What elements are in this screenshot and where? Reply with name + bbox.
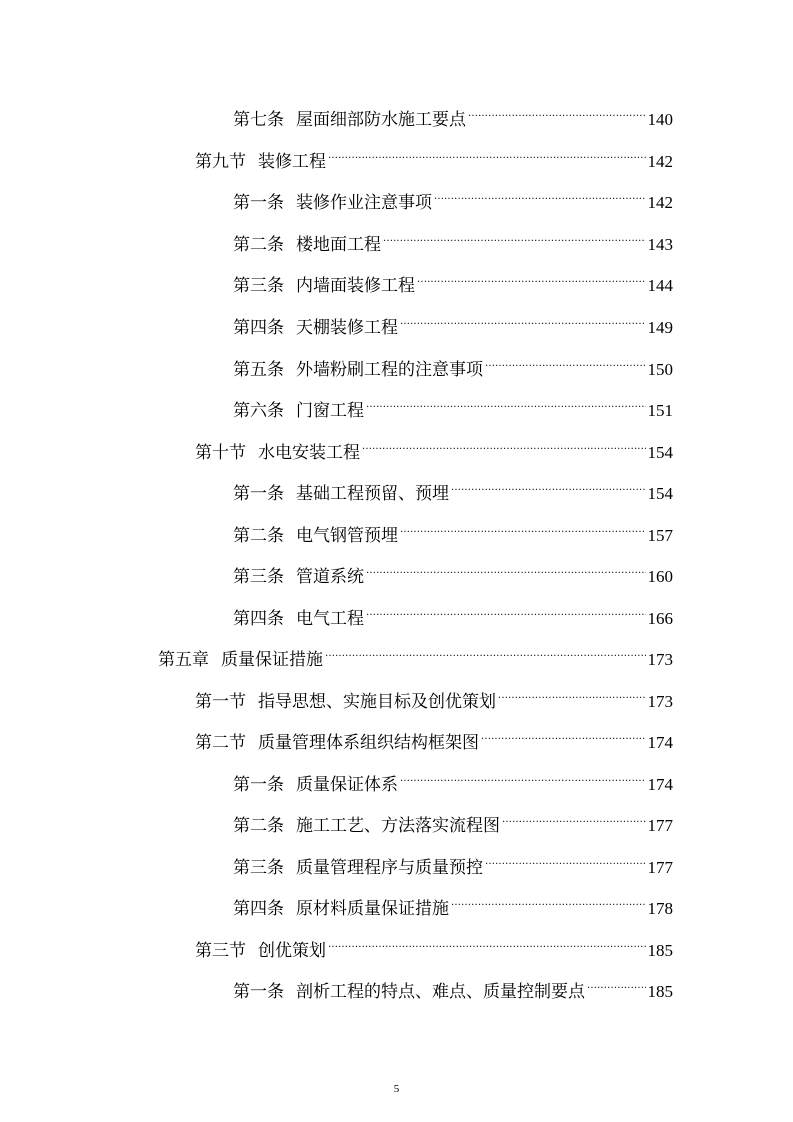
toc-entry-title: 楼地面工程 xyxy=(296,235,381,255)
toc-leader-dots xyxy=(451,884,646,914)
toc-leader-dots xyxy=(366,386,646,416)
toc-entry-number: 第九节 xyxy=(195,152,246,172)
toc-entry-title: 内墙面装修工程 xyxy=(296,276,415,296)
toc-entry-page: 143 xyxy=(647,235,673,254)
toc-leader-dots xyxy=(366,594,646,624)
toc-entry-title: 质量管理体系组织结构框架图 xyxy=(258,733,479,753)
toc-entry-number: 第四条 xyxy=(233,609,284,629)
toc-leader-dots xyxy=(485,345,646,375)
toc-entry-number: 第一条 xyxy=(233,193,284,213)
toc-entry-title: 门窗工程 xyxy=(296,401,364,421)
toc-entry-title: 基础工程预留、预埋 xyxy=(296,484,449,504)
toc-entry-page: 185 xyxy=(647,941,673,960)
toc-entry-title: 原材料质量保证措施 xyxy=(296,899,449,919)
toc-entry-title: 电气工程 xyxy=(296,609,364,629)
toc-entry-number: 第一条 xyxy=(233,982,284,1002)
toc-leader-dots xyxy=(325,635,646,665)
toc-entry[interactable] xyxy=(233,511,673,546)
toc-leader-dots xyxy=(383,220,646,250)
toc-entry-page: 140 xyxy=(647,110,673,129)
toc-entry[interactable] xyxy=(233,345,673,380)
toc-entry-page: 177 xyxy=(647,858,673,877)
toc-leader-dots xyxy=(328,926,646,956)
toc-entry-number: 第三节 xyxy=(195,941,246,961)
toc-entry[interactable] xyxy=(195,137,673,172)
toc-entry-page: 173 xyxy=(647,650,673,669)
toc-entry[interactable] xyxy=(233,261,673,296)
toc-entry-title: 外墙粉刷工程的注意事项 xyxy=(296,360,483,380)
toc-leader-dots xyxy=(587,967,646,997)
toc-entry-title: 水电安装工程 xyxy=(258,443,360,463)
toc-entry[interactable] xyxy=(195,926,673,961)
toc-entry-title: 电气钢管预埋 xyxy=(296,526,398,546)
toc-leader-dots xyxy=(451,469,646,499)
toc-entry[interactable] xyxy=(233,801,673,836)
toc-entry-page: 160 xyxy=(647,567,673,586)
toc-entry-number: 第四条 xyxy=(233,318,284,338)
toc-entry-title: 质量保证体系 xyxy=(296,775,398,795)
toc-entry-page: 185 xyxy=(647,982,673,1001)
toc-leader-dots xyxy=(400,760,646,790)
toc-entry[interactable] xyxy=(233,220,673,255)
toc-entry[interactable] xyxy=(233,386,673,421)
toc-entry-number: 第一节 xyxy=(195,692,246,712)
toc-entry[interactable] xyxy=(233,95,673,130)
toc-leader-dots xyxy=(362,428,646,458)
toc-entry-number: 第十节 xyxy=(195,443,246,463)
toc-entry-title: 管道系统 xyxy=(296,567,364,587)
toc-leader-dots xyxy=(485,843,646,873)
toc-entry-page: 144 xyxy=(647,276,673,295)
toc-entry-number: 第七条 xyxy=(233,110,284,130)
toc-entry-page: 154 xyxy=(647,484,673,503)
toc-entry-page: 157 xyxy=(647,526,673,545)
toc-entry-number: 第三条 xyxy=(233,276,284,296)
toc-entry-page: 154 xyxy=(647,443,673,462)
toc-entry-title: 创优策划 xyxy=(258,941,326,961)
toc-entry-page: 178 xyxy=(647,899,673,918)
toc-entry-title: 装修工程 xyxy=(258,152,326,172)
toc-entry-page: 151 xyxy=(647,401,673,420)
toc-entry-number: 第二条 xyxy=(233,526,284,546)
toc-entry-page: 174 xyxy=(647,775,673,794)
toc-entry-title: 装修作业注意事项 xyxy=(296,193,432,213)
toc-leader-dots xyxy=(366,552,646,582)
toc-entry-title: 屋面细部防水施工要点 xyxy=(296,110,466,130)
toc-entry-title: 质量保证措施 xyxy=(221,650,323,670)
toc-entry-number: 第一条 xyxy=(233,775,284,795)
toc-entry[interactable] xyxy=(158,635,673,670)
toc-entry-page: 174 xyxy=(647,733,673,752)
toc-entry[interactable] xyxy=(233,552,673,587)
toc-entry-number: 第二条 xyxy=(233,235,284,255)
toc-entry[interactable] xyxy=(233,303,673,338)
toc-entry-title: 质量管理程序与质量预控 xyxy=(296,858,483,878)
toc-entry[interactable] xyxy=(233,178,673,213)
toc-entry[interactable] xyxy=(195,718,673,753)
toc-leader-dots xyxy=(502,801,646,831)
toc-leader-dots xyxy=(400,511,646,541)
toc-entry-page: 173 xyxy=(647,692,673,711)
toc-entry-title: 指导思想、实施目标及创优策划 xyxy=(258,692,496,712)
toc-entry-title: 施工工艺、方法落实流程图 xyxy=(296,816,500,836)
toc-entry[interactable] xyxy=(233,760,673,795)
toc-entry-number: 第三条 xyxy=(233,858,284,878)
toc-entry-number: 第五章 xyxy=(158,650,209,670)
toc-entry[interactable] xyxy=(195,428,673,463)
toc-entry[interactable] xyxy=(233,884,673,919)
toc-entry-page: 166 xyxy=(647,609,673,628)
toc-entry[interactable] xyxy=(233,843,673,878)
toc-entry-number: 第六条 xyxy=(233,401,284,421)
toc-entry-page: 149 xyxy=(647,318,673,337)
toc-entry-page: 142 xyxy=(647,152,673,171)
toc-entry-number: 第四条 xyxy=(233,899,284,919)
toc-entry[interactable] xyxy=(233,967,673,1002)
toc-entry[interactable] xyxy=(233,469,673,504)
toc-entry-number: 第一条 xyxy=(233,484,284,504)
toc-leader-dots xyxy=(481,718,646,748)
toc-leader-dots xyxy=(498,677,646,707)
toc-leader-dots xyxy=(468,95,646,125)
page-number: 5 xyxy=(393,1083,400,1095)
toc-entry[interactable] xyxy=(195,677,673,712)
toc-leader-dots xyxy=(400,303,646,333)
toc-entry[interactable] xyxy=(233,594,673,629)
toc-entry-number: 第五条 xyxy=(233,360,284,380)
toc-entry-page: 150 xyxy=(647,360,673,379)
toc-entry-number: 第三条 xyxy=(233,567,284,587)
toc-entry-number: 第二条 xyxy=(233,816,284,836)
toc-leader-dots xyxy=(328,137,646,167)
toc-leader-dots xyxy=(417,261,646,291)
toc-entry-page: 177 xyxy=(647,816,673,835)
toc-entry-title: 天棚装修工程 xyxy=(296,318,398,338)
toc-entry-number: 第二节 xyxy=(195,733,246,753)
toc-entry-page: 142 xyxy=(647,193,673,212)
toc-entry-title: 剖析工程的特点、难点、质量控制要点 xyxy=(296,982,585,1002)
toc-leader-dots xyxy=(434,178,646,208)
